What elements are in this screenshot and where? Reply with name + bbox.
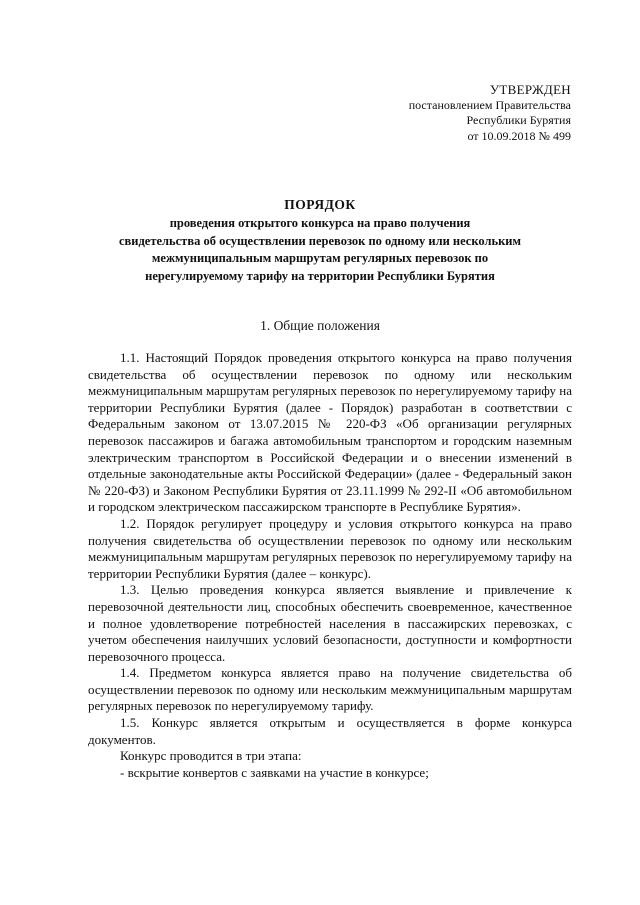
title-main: ПОРЯДОК xyxy=(284,197,356,212)
paragraph: 1.4. Предметом конкурса является право на получение свидетельства об осуществлении перевозок по одному или нескольким межмуниципальным маршрутам регулярных перевозок по нерегулируемому тарифу. xyxy=(88,665,572,714)
paragraph: 1.5. Конкурс является открытым и осуществляется в форме конкурса документов. xyxy=(88,715,572,747)
approval-heading: УТВЕРЖДЕН xyxy=(489,82,571,97)
title-line: свидетельства об осуществлении перевозок по одному или нескольким xyxy=(118,233,522,248)
paragraph: 1.3. Целью проведения конкурса является выявление и привлечение к перевозочной деятельности лиц, способных обеспечить своевременное, качественное и полное удовлетворение потребностей населения в пассажирских перевозках, с учетом обеспечения наилучших условий безопасности, доступности и комфортности перевозочного процесса. xyxy=(88,582,572,664)
paragraph: 1.1. Настоящий Порядок проведения открытого конкурса на право получения свидетельства об осуществлении перевозок по одному или нескольким межмуниципальным маршрутам регулярных перевозок по нерегулируемому тарифу на территории Республики Бурятия (далее - Порядок) разработан в соответствии с Федеральным законом от 13.07.2015 № 220-ФЗ «Об организации регулярных перевозок пассажиров и багажа автомобильным транспортом и городским наземным электрическим транспортом в Российской Федерации и о внесении изменений в отдельные законодательные акты Российской Федерации» (далее - Федеральный закон № 220-ФЗ) и Законом Республики Бурятия от 23.11.1999 № 292-II «Об автомобильном и городском электрическом пассажирском транспорте в Республике Бурятия». xyxy=(88,350,572,515)
paragraph: Конкурс проводится в три этапа: xyxy=(120,748,302,764)
title-line: нерегулируемому тарифу на территории Республики Бурятия xyxy=(145,268,495,283)
approval-stamp xyxy=(409,82,571,144)
paragraph: 1.2. Порядок регулирует процедуру и условия открытого конкурса на право получения свидетельства об осуществлении перевозок по одному или нескольким межмуниципальным маршрутам регулярных перевозок по нерегулируемому тарифу на территории Республики Бурятия (далее – конкурс). xyxy=(88,515,572,581)
paragraph: - вскрытие конвертов с заявками на участие в конкурсе; xyxy=(120,764,429,780)
approval-date: от 10.09.2018 № 499 xyxy=(467,128,571,143)
section-heading: 1. Общие положения xyxy=(260,318,380,333)
title-line: проведения открытого конкурса на право получения xyxy=(169,216,471,230)
title-line: межмуниципальным маршрутам регулярных перевозок по xyxy=(151,251,489,265)
document-body xyxy=(88,350,572,781)
approval-line: постановлением Правительства xyxy=(408,97,571,112)
approval-line: Республики Бурятия xyxy=(466,113,571,127)
document-title xyxy=(0,196,640,284)
